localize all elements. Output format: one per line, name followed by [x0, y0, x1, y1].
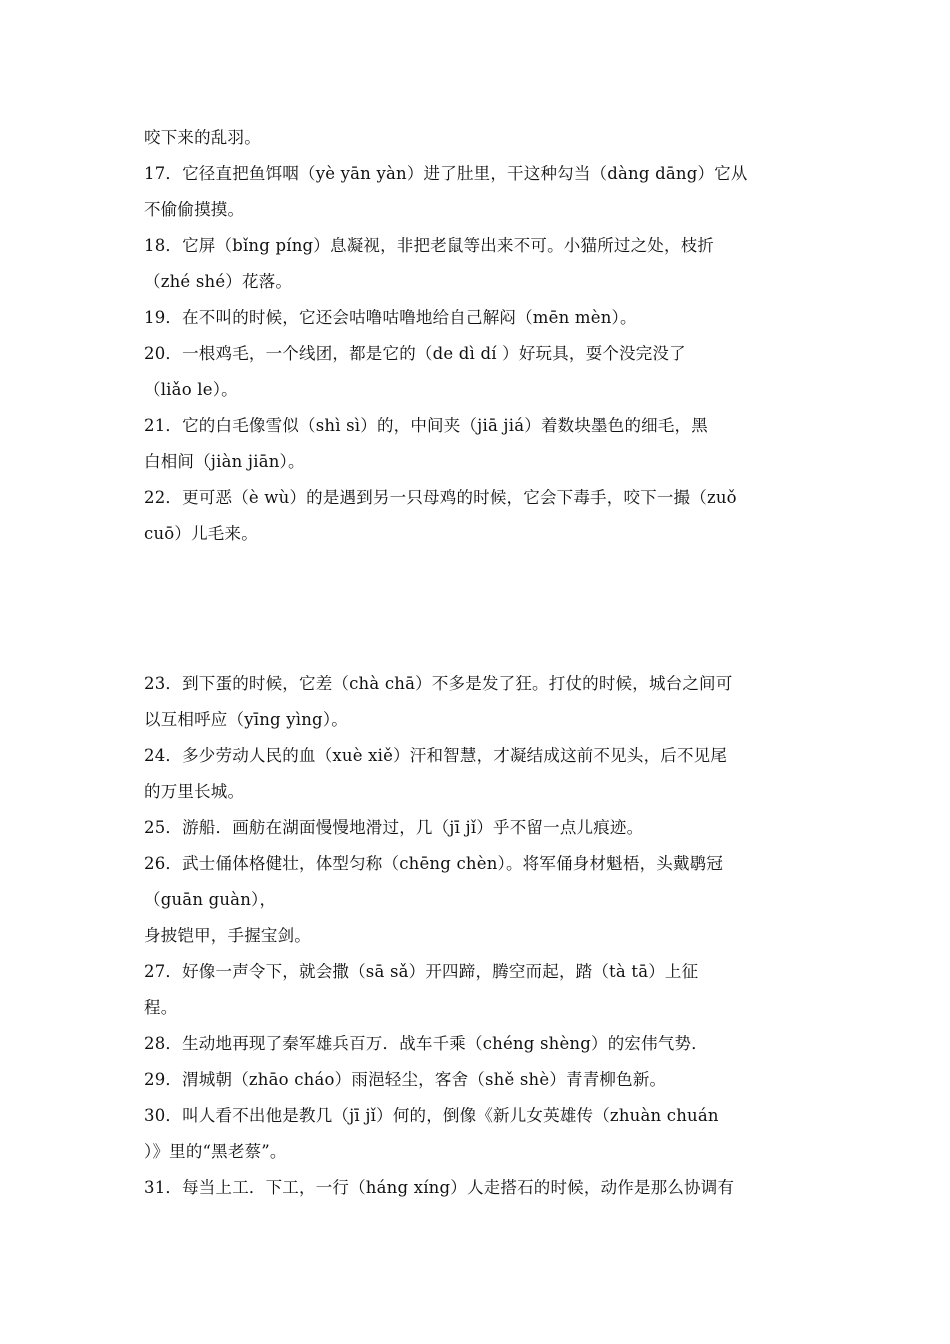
text-line: 17．它径直把鱼饵咽（yè yān yàn）进了肚里，干这种勾当（dàng dāng）它从 [144, 164, 748, 183]
text-line: 20．一根鸡毛，一个线团，都是它的（de dì dí ）好玩具，耍个没完没了 [144, 344, 686, 363]
text-line: 31．每当上工．下工，一行（háng xíng）人走搭石的时候，动作是那么协调有 [144, 1178, 735, 1197]
text-line: 29．渭城朝（zhāo cháo）雨浥轻尘，客舍（shě shè）青青柳色新。 [144, 1070, 667, 1089]
text-line: 18．它屏（bǐng píng）息凝视，非把老鼠等出来不可。小猫所过之处，枝折 [144, 236, 715, 255]
text-line: 咬下来的乱羽。 [144, 128, 261, 147]
text-section-a [144, 120, 808, 552]
text-line: （liǎo le）。 [144, 380, 238, 399]
text-line: 27．好像一声令下，就会撒（sā sǎ）开四蹄，腾空而起，踏（tà tā）上征 [144, 962, 699, 981]
text-line: 26．武士俑体格健壮，体型匀称（chēng chèn）。将军俑身材魁梧，头戴鹖冠 [144, 854, 724, 873]
text-line: 的万里长城。 [144, 782, 245, 801]
text-line: 白相间（jiàn jiān）。 [144, 452, 305, 471]
text-line: ）》里的“黑老蔡”。 [144, 1142, 287, 1161]
text-line: 25．游船．画舫在湖面慢慢地滑过，几（jī jǐ）乎不留一点儿痕迹。 [144, 818, 644, 837]
text-line: （guān guàn）， [144, 890, 277, 909]
text-line: 30．叫人看不出他是教几（jī jǐ）何的，倒像《新儿女英雄传（zhuàn chuán [144, 1106, 719, 1125]
text-line: （zhé shé）花落。 [144, 272, 293, 291]
text-line: 22．更可恶（è wù）的是遇到另一只母鸡的时候，它会下毒手，咬下一撮（zuǒ [144, 488, 737, 507]
text-line: 程。 [144, 998, 178, 1017]
text-line: 21．它的白毛像雪似（shì sì）的，中间夹（jiā jiá）着数块墨色的细毛，黑 [144, 416, 708, 435]
text-line: cuō）儿毛来。 [144, 524, 258, 543]
text-line: 28．生动地再现了秦军雄兵百万．战车千乘（chéng shèng）的宏伟气势． [144, 1034, 708, 1053]
text-line: 19．在不叫的时候，它还会咕噜咕噜地给自己解闷（mēn mèn）。 [144, 308, 637, 327]
text-line: 23．到下蛋的时候，它差（chà chā）不多是发了狂。打仗的时候，城台之间可 [144, 674, 733, 693]
text-line: 以互相呼应（yīng yìng）。 [144, 710, 348, 729]
text-line: 身披铠甲，手握宝剑。 [144, 926, 311, 945]
text-line: 24．多少劳动人民的血（xuè xiě）汗和智慧，才凝结成这前不见头，后不见尾 [144, 746, 728, 765]
text-line: 不偷偷摸摸。 [144, 200, 245, 219]
text-section-b [144, 666, 808, 1206]
